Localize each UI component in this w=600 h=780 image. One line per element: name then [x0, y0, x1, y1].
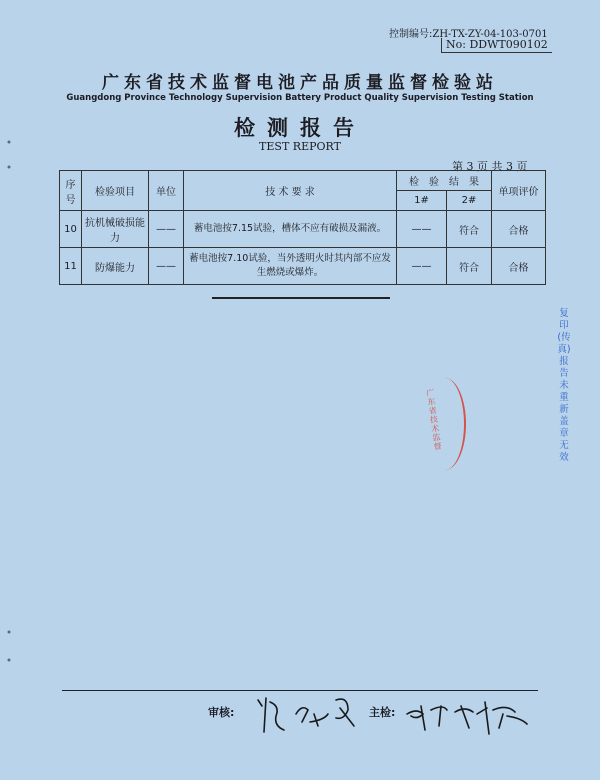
binder-hole-mark	[6, 620, 12, 639]
table-row	[60, 248, 546, 285]
control-number-value: ZH-TX-ZY-04-103-0701	[432, 29, 548, 40]
header-result: 检 验 结 果	[397, 171, 492, 191]
footer-rule	[62, 690, 538, 691]
report-title-cn: 检测报告	[234, 116, 366, 140]
hole-mark-icon	[6, 139, 12, 145]
cell-seq: 11	[60, 248, 82, 285]
organization-name-cn: 广东省技术监督电池产品质量监督检验站	[102, 73, 498, 93]
page-info: 第 3 页 共 3 页	[452, 160, 528, 173]
header-requirement: 技 术 要 求	[184, 171, 397, 211]
table-row	[60, 211, 546, 248]
control-number-label: 控制编号:	[389, 29, 433, 40]
cell-unit: ——	[149, 211, 184, 248]
cell-evaluation: 合格	[492, 248, 546, 285]
cell-item: 抗机械破损能力	[82, 211, 149, 248]
table-header-row	[60, 171, 546, 191]
copy-validity-note: 复印(传真)报告未重新盖章无效	[557, 308, 571, 463]
hole-mark-icon	[6, 657, 12, 663]
header-result-1: 1#	[397, 191, 447, 211]
header-item: 检验项目	[82, 171, 149, 211]
binder-hole-mark	[6, 155, 12, 174]
header-evaluation: 单项评价	[492, 171, 546, 211]
table-end-rule	[212, 297, 390, 299]
header-unit: 单位	[149, 171, 184, 211]
cell-item: 防爆能力	[82, 248, 149, 285]
report-number: No: DDWT090102	[441, 38, 552, 53]
hole-mark-icon	[6, 164, 12, 170]
stamp-text: 广东省技术监督	[425, 388, 443, 452]
cell-result-1: ——	[397, 248, 447, 285]
cell-result-2: 符合	[447, 211, 492, 248]
cell-result-1: ——	[397, 211, 447, 248]
cell-evaluation: 合格	[492, 211, 546, 248]
supervisor-label: 主检:	[369, 706, 396, 719]
binder-hole-mark	[6, 130, 12, 149]
reviewer-signature	[244, 692, 364, 738]
hole-mark-icon	[6, 629, 12, 635]
inspection-table	[59, 170, 546, 285]
header-seq: 序号	[60, 171, 82, 211]
supervisor-signature	[403, 694, 533, 738]
cell-unit: ——	[149, 248, 184, 285]
cell-seq: 10	[60, 211, 82, 248]
report-title-en: TEST REPORT	[259, 140, 341, 153]
cell-requirement: 蓄电池按7.10试验，当外透明火时其内部不应发生燃烧或爆炸。	[184, 248, 397, 285]
reviewer-label: 审核:	[208, 706, 235, 719]
organization-name-en: Guangdong Province Technology Supervision Battery Product Quality Supervision Testing Station	[66, 93, 534, 103]
binder-hole-mark	[6, 648, 12, 667]
cell-requirement: 蓄电池按7.15试验，槽体不应有破损及漏液。	[184, 211, 397, 248]
signature-row	[208, 700, 548, 742]
cell-result-2: 符合	[447, 248, 492, 285]
header-result-2: 2#	[447, 191, 492, 211]
